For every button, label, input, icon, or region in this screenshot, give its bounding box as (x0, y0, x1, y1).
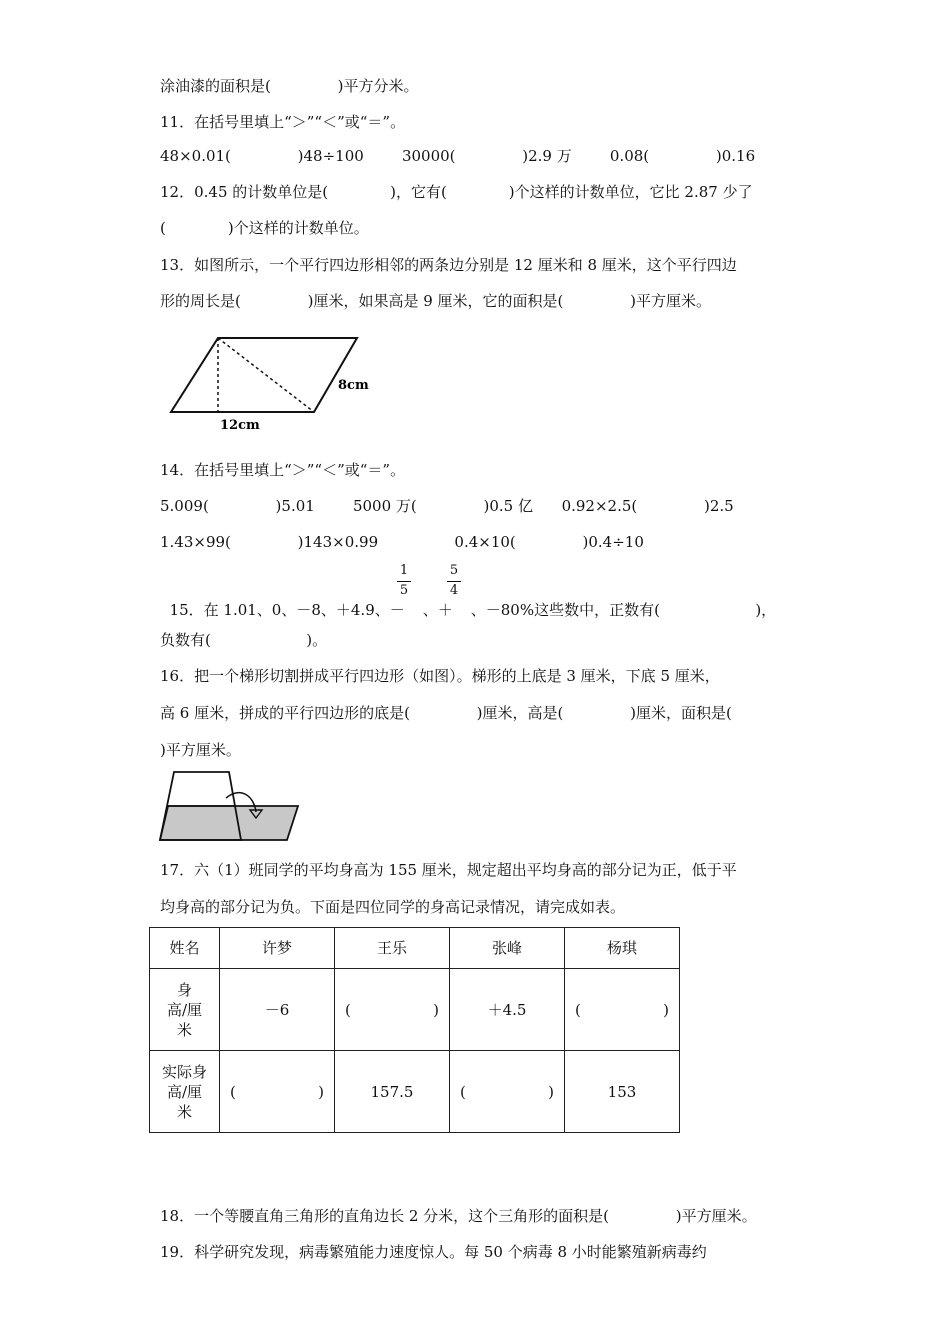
row2-zhang-feng-blank[interactable] (450, 1051, 565, 1133)
row1-label-line-1: 身 (176, 980, 192, 999)
paren-right: ) (433, 1000, 439, 1019)
fraction-1-numerator: 1 (399, 563, 409, 578)
q16-line-1: 16．把一个梯形切割拼成平行四边形（如图）。梯形的上底是 3 厘米，下底 5 厘米， (160, 667, 720, 685)
q15-line-1 (160, 580, 776, 620)
header-yang-qi: 杨琪 (565, 928, 680, 969)
row1-xu-meng: －6 (220, 969, 335, 1051)
q11-title: 11．在括号里填上“＞”“＜”或“＝”。 (160, 113, 406, 131)
row2-label-line-1: 实际身 (161, 1062, 207, 1081)
q16-line-3: )平方厘米。 (160, 741, 241, 759)
q15-line-2: 负数有( )。 (160, 631, 328, 649)
paren-right: ) (663, 1000, 669, 1019)
height-table (149, 927, 680, 1133)
diagonal-dashed-line (218, 338, 314, 412)
row2-xu-meng-blank[interactable] (220, 1051, 335, 1133)
parallelogram-shaded (160, 806, 298, 840)
parallelogram-figure (160, 330, 390, 440)
row1-label-line-2: 高/厘 (166, 1000, 203, 1019)
q14-row-1: 5.009( )5.01 5000 万( )0.5 亿 0.92×2.5( )2.5 (160, 497, 734, 515)
q14-row-2: 1.43×99( )143×0.99 0.4×10( )0.4÷10 (160, 533, 644, 551)
base-label-12cm: 12cm (220, 418, 260, 433)
q17-line-1: 17．六（1）班同学的平均身高为 155 厘米，规定超出平均身高的部分记为正，低于平 (160, 861, 737, 879)
q14-title: 14．在括号里填上“＞”“＜”或“＝”。 (160, 461, 406, 479)
fraction-2-denominator: 4 (449, 583, 459, 598)
trapezoid-figure (156, 766, 306, 846)
fraction-1-denominator: 5 (399, 583, 409, 598)
row1-zhang-feng: ＋4.5 (450, 969, 565, 1051)
row2-label-line-3: 米 (176, 1102, 192, 1121)
row2-yang-qi: 153 (565, 1051, 680, 1133)
row2-label-line-2: 高/厘 (166, 1082, 203, 1101)
paren-left: ( (460, 1082, 466, 1101)
row2-label (150, 1051, 220, 1133)
row1-wang-le-blank[interactable] (335, 969, 450, 1051)
paren-left: ( (230, 1082, 236, 1101)
q15-text-pre: 15．在 1.01、0、－8、＋4.9、－ (169, 601, 405, 619)
header-name: 姓名 (150, 928, 220, 969)
paren-left: ( (345, 1000, 351, 1019)
fraction-one-fifth (397, 564, 411, 598)
q19-line: 19．科学研究发现，病毒繁殖能力速度惊人。每 50 个病毒 8 小时能繁殖新病毒约 (160, 1243, 707, 1261)
q15-text-mid: 、＋ (422, 601, 453, 619)
q11-row: 48×0.01( )48÷100 30000( )2.9 万 0.08( )0.16 (160, 147, 756, 165)
row1-yang-qi-blank[interactable] (565, 969, 680, 1051)
fraction-five-fourths (447, 564, 461, 598)
paren-right: ) (318, 1082, 324, 1101)
q12-line-1: 12．0.45 的计数单位是( )，它有( )个这样的计数单位，它比 2.87 少了 (160, 183, 753, 201)
q16-line-2: 高 6 厘米，拼成的平行四边形的底是( )厘米，高是( )厘米，面积是( (160, 704, 732, 722)
q17-line-2: 均身高的部分记为负。下面是四位同学的身高记录情况，请完成如表。 (160, 898, 626, 916)
row1-label (150, 969, 220, 1051)
q12-line-2: ( )个这样的计数单位。 (160, 219, 369, 237)
parallelogram-outline (171, 338, 357, 412)
row1-label-line-3: 米 (176, 1020, 192, 1039)
row2-wang-le: 157.5 (335, 1051, 450, 1133)
q13-line-1: 13．如图所示，一个平行四边形相邻的两条边分别是 12 厘米和 8 厘米，这个平行四边 (160, 256, 737, 274)
paren-right: ) (548, 1082, 554, 1101)
fraction-2-numerator: 5 (449, 563, 459, 578)
side-label-8cm: 8cm (338, 378, 369, 393)
paren-left: ( (575, 1000, 581, 1019)
header-zhang-feng: 张峰 (450, 928, 565, 969)
q18-line: 18．一个等腰直角三角形的直角边长 2 分米，这个三角形的面积是( )平方厘米。 (160, 1207, 757, 1225)
line-q10-tail: 涂油漆的面积是( )平方分米。 (160, 77, 419, 95)
header-xu-meng: 许梦 (220, 928, 335, 969)
q15-text-post: 、－80%这些数中，正数有( )， (470, 601, 777, 619)
header-wang-le: 王乐 (335, 928, 450, 969)
q13-line-2: 形的周长是( )厘米，如果高是 9 厘米，它的面积是( )平方厘米。 (160, 292, 711, 310)
